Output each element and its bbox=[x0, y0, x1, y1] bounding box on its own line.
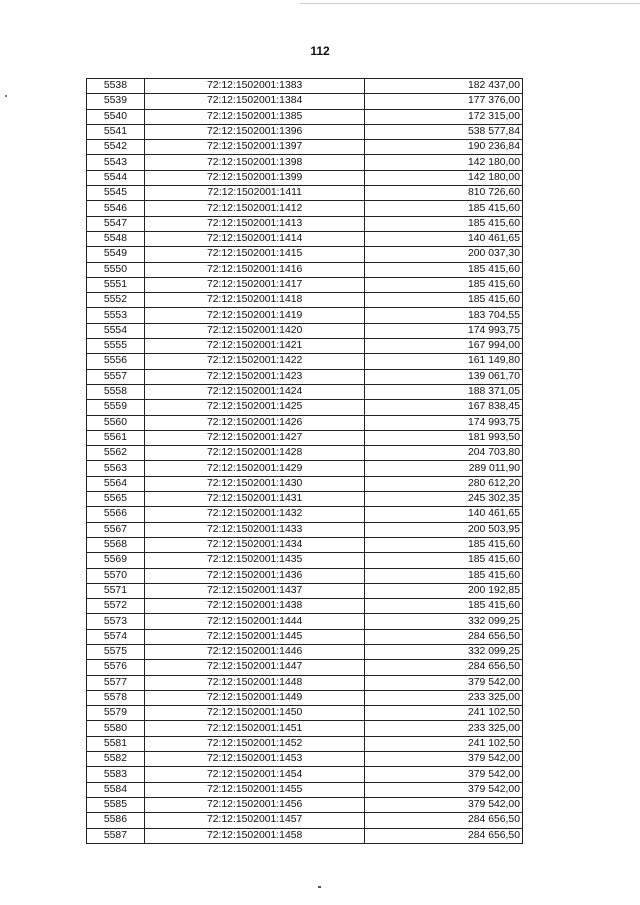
cadastral-value-cell: 284 656,50 bbox=[365, 828, 523, 843]
cadastral-number-cell: 72:12:1502001:1446 bbox=[144, 644, 365, 659]
table-row bbox=[87, 599, 523, 614]
table-row bbox=[87, 690, 523, 705]
table-row bbox=[87, 186, 523, 201]
cadastral-value-cell: 204 703,80 bbox=[365, 446, 523, 461]
cadastral-value-cell: 284 656,50 bbox=[365, 660, 523, 675]
scan-speck bbox=[318, 886, 321, 888]
row-number-cell: 5573 bbox=[87, 614, 145, 629]
table-row bbox=[87, 522, 523, 537]
cadastral-number-cell: 72:12:1502001:1384 bbox=[144, 94, 365, 109]
table-row bbox=[87, 583, 523, 598]
row-number-cell: 5558 bbox=[87, 384, 145, 399]
cadastral-value-cell: 185 415,60 bbox=[365, 293, 523, 308]
cadastral-number-cell: 72:12:1502001:1399 bbox=[144, 170, 365, 185]
cadastral-value-cell: 140 461,65 bbox=[365, 507, 523, 522]
cadastral-value-cell: 167 994,00 bbox=[365, 339, 523, 354]
cadastral-number-cell: 72:12:1502001:1429 bbox=[144, 461, 365, 476]
table-row bbox=[87, 614, 523, 629]
row-number-cell: 5577 bbox=[87, 675, 145, 690]
cadastral-value-cell: 379 542,00 bbox=[365, 752, 523, 767]
cadastral-value-cell: 280 612,20 bbox=[365, 476, 523, 491]
row-number-cell: 5572 bbox=[87, 599, 145, 614]
cadastral-value-cell: 538 577,84 bbox=[365, 124, 523, 139]
table-row bbox=[87, 568, 523, 583]
cadastral-number-cell: 72:12:1502001:1448 bbox=[144, 675, 365, 690]
row-number-cell: 5553 bbox=[87, 308, 145, 323]
cadastral-value-cell: 185 415,60 bbox=[365, 568, 523, 583]
cadastral-value-cell: 332 099,25 bbox=[365, 614, 523, 629]
cadastral-value-cell: 810 726,60 bbox=[365, 186, 523, 201]
row-number-cell: 5541 bbox=[87, 124, 145, 139]
row-number-cell: 5548 bbox=[87, 231, 145, 246]
cadastral-number-cell: 72:12:1502001:1383 bbox=[144, 79, 365, 94]
table-row bbox=[87, 247, 523, 262]
row-number-cell: 5570 bbox=[87, 568, 145, 583]
cadastral-number-cell: 72:12:1502001:1437 bbox=[144, 583, 365, 598]
row-number-cell: 5566 bbox=[87, 507, 145, 522]
table-row bbox=[87, 675, 523, 690]
cadastral-number-cell: 72:12:1502001:1447 bbox=[144, 660, 365, 675]
cadastral-number-cell: 72:12:1502001:1420 bbox=[144, 323, 365, 338]
cadastral-value-cell: 177 376,00 bbox=[365, 94, 523, 109]
cadastral-value-cell: 185 415,60 bbox=[365, 277, 523, 292]
cadastral-value-cell: 142 180,00 bbox=[365, 155, 523, 170]
cadastral-number-cell: 72:12:1502001:1413 bbox=[144, 216, 365, 231]
row-number-cell: 5578 bbox=[87, 690, 145, 705]
table-row bbox=[87, 828, 523, 843]
table-row bbox=[87, 446, 523, 461]
row-number-cell: 5575 bbox=[87, 644, 145, 659]
cadastral-number-cell: 72:12:1502001:1436 bbox=[144, 568, 365, 583]
cadastral-number-cell: 72:12:1502001:1438 bbox=[144, 599, 365, 614]
row-number-cell: 5549 bbox=[87, 247, 145, 262]
cadastral-number-cell: 72:12:1502001:1396 bbox=[144, 124, 365, 139]
table-row bbox=[87, 216, 523, 231]
row-number-cell: 5554 bbox=[87, 323, 145, 338]
cadastral-number-cell: 72:12:1502001:1422 bbox=[144, 354, 365, 369]
cadastral-number-cell: 72:12:1502001:1412 bbox=[144, 201, 365, 216]
cadastral-number-cell: 72:12:1502001:1411 bbox=[144, 186, 365, 201]
cadastral-value-cell: 185 415,60 bbox=[365, 553, 523, 568]
cadastral-number-cell: 72:12:1502001:1414 bbox=[144, 231, 365, 246]
row-number-cell: 5565 bbox=[87, 492, 145, 507]
table-row bbox=[87, 629, 523, 644]
cadastral-value-cell: 200 037,30 bbox=[365, 247, 523, 262]
cadastral-value-cell: 174 993,75 bbox=[365, 323, 523, 338]
table-row bbox=[87, 537, 523, 552]
cadastral-value-cell: 289 011,90 bbox=[365, 461, 523, 476]
cadastral-value-cell: 200 192,85 bbox=[365, 583, 523, 598]
row-number-cell: 5585 bbox=[87, 797, 145, 812]
cadastral-value-cell: 185 415,60 bbox=[365, 262, 523, 277]
row-number-cell: 5561 bbox=[87, 430, 145, 445]
cadastral-number-cell: 72:12:1502001:1419 bbox=[144, 308, 365, 323]
table-row bbox=[87, 201, 523, 216]
cadastral-value-cell: 284 656,50 bbox=[365, 813, 523, 828]
table-row bbox=[87, 660, 523, 675]
cadastral-value-cell: 185 415,60 bbox=[365, 201, 523, 216]
cadastral-number-cell: 72:12:1502001:1428 bbox=[144, 446, 365, 461]
cadastral-value-cell: 181 993,50 bbox=[365, 430, 523, 445]
cadastral-value-cell: 185 415,60 bbox=[365, 537, 523, 552]
cadastral-number-cell: 72:12:1502001:1421 bbox=[144, 339, 365, 354]
table-row bbox=[87, 797, 523, 812]
cadastral-number-cell: 72:12:1502001:1423 bbox=[144, 369, 365, 384]
row-number-cell: 5569 bbox=[87, 553, 145, 568]
cadastral-value-cell: 379 542,00 bbox=[365, 782, 523, 797]
row-number-cell: 5540 bbox=[87, 109, 145, 124]
table-row bbox=[87, 400, 523, 415]
cadastral-value-cell: 332 099,25 bbox=[365, 644, 523, 659]
cadastral-number-cell: 72:12:1502001:1444 bbox=[144, 614, 365, 629]
cadastral-value-cell: 190 236,84 bbox=[365, 140, 523, 155]
row-number-cell: 5560 bbox=[87, 415, 145, 430]
row-number-cell: 5579 bbox=[87, 706, 145, 721]
row-number-cell: 5555 bbox=[87, 339, 145, 354]
row-number-cell: 5587 bbox=[87, 828, 145, 843]
cadastral-number-cell: 72:12:1502001:1426 bbox=[144, 415, 365, 430]
cadastral-number-cell: 72:12:1502001:1435 bbox=[144, 553, 365, 568]
table-row bbox=[87, 706, 523, 721]
cadastral-value-cell: 188 371,05 bbox=[365, 384, 523, 399]
row-number-cell: 5539 bbox=[87, 94, 145, 109]
table-row bbox=[87, 94, 523, 109]
cadastral-value-cell: 174 993,75 bbox=[365, 415, 523, 430]
table-row bbox=[87, 262, 523, 277]
table-row bbox=[87, 384, 523, 399]
row-number-cell: 5559 bbox=[87, 400, 145, 415]
cadastral-number-cell: 72:12:1502001:1458 bbox=[144, 828, 365, 843]
cadastral-value-cell: 284 656,50 bbox=[365, 629, 523, 644]
cadastral-number-cell: 72:12:1502001:1418 bbox=[144, 293, 365, 308]
cadastral-number-cell: 72:12:1502001:1431 bbox=[144, 492, 365, 507]
cadastral-number-cell: 72:12:1502001:1432 bbox=[144, 507, 365, 522]
cadastral-number-cell: 72:12:1502001:1430 bbox=[144, 476, 365, 491]
row-number-cell: 5574 bbox=[87, 629, 145, 644]
cadastral-number-cell: 72:12:1502001:1385 bbox=[144, 109, 365, 124]
table-row bbox=[87, 277, 523, 292]
table-row bbox=[87, 752, 523, 767]
cadastral-value-cell: 233 325,00 bbox=[365, 690, 523, 705]
table-row bbox=[87, 782, 523, 797]
table-row bbox=[87, 170, 523, 185]
cadastral-value-cell: 245 302,35 bbox=[365, 492, 523, 507]
row-number-cell: 5544 bbox=[87, 170, 145, 185]
table-row bbox=[87, 415, 523, 430]
cadastral-number-cell: 72:12:1502001:1452 bbox=[144, 736, 365, 751]
cadastral-number-cell: 72:12:1502001:1427 bbox=[144, 430, 365, 445]
row-number-cell: 5580 bbox=[87, 721, 145, 736]
row-number-cell: 5557 bbox=[87, 369, 145, 384]
table-body bbox=[87, 79, 523, 844]
cadastral-number-cell: 72:12:1502001:1454 bbox=[144, 767, 365, 782]
table-row bbox=[87, 476, 523, 491]
row-number-cell: 5547 bbox=[87, 216, 145, 231]
cadastral-value-cell: 183 704,55 bbox=[365, 308, 523, 323]
row-number-cell: 5571 bbox=[87, 583, 145, 598]
cadastral-number-cell: 72:12:1502001:1449 bbox=[144, 690, 365, 705]
cadastral-number-cell: 72:12:1502001:1453 bbox=[144, 752, 365, 767]
table-row bbox=[87, 721, 523, 736]
cadastral-value-cell: 241 102,50 bbox=[365, 706, 523, 721]
cadastral-number-cell: 72:12:1502001:1451 bbox=[144, 721, 365, 736]
cadastral-value-cell: 172 315,00 bbox=[365, 109, 523, 124]
cadastral-number-cell: 72:12:1502001:1417 bbox=[144, 277, 365, 292]
cadastral-number-cell: 72:12:1502001:1424 bbox=[144, 384, 365, 399]
cadastral-value-cell: 161 149,80 bbox=[365, 354, 523, 369]
cadastral-value-cell: 233 325,00 bbox=[365, 721, 523, 736]
cadastral-number-cell: 72:12:1502001:1455 bbox=[144, 782, 365, 797]
row-number-cell: 5562 bbox=[87, 446, 145, 461]
page-number: 112 bbox=[310, 44, 330, 58]
table-row bbox=[87, 79, 523, 94]
cadastral-number-cell: 72:12:1502001:1457 bbox=[144, 813, 365, 828]
cadastral-number-cell: 72:12:1502001:1434 bbox=[144, 537, 365, 552]
table-row bbox=[87, 323, 523, 338]
cadastral-value-cell: 185 415,60 bbox=[365, 216, 523, 231]
row-number-cell: 5542 bbox=[87, 140, 145, 155]
table-row bbox=[87, 430, 523, 445]
row-number-cell: 5576 bbox=[87, 660, 145, 675]
cadastral-number-cell: 72:12:1502001:1445 bbox=[144, 629, 365, 644]
row-number-cell: 5584 bbox=[87, 782, 145, 797]
cadastral-value-cell: 200 503,95 bbox=[365, 522, 523, 537]
cadastral-value-cell: 182 437,00 bbox=[365, 79, 523, 94]
table-row bbox=[87, 369, 523, 384]
table-row bbox=[87, 767, 523, 782]
row-number-cell: 5543 bbox=[87, 155, 145, 170]
cadastral-value-cell: 142 180,00 bbox=[365, 170, 523, 185]
cadastral-value-cell: 140 461,65 bbox=[365, 231, 523, 246]
cadastral-number-cell: 72:12:1502001:1425 bbox=[144, 400, 365, 415]
table-row bbox=[87, 293, 523, 308]
cadastral-number-cell: 72:12:1502001:1397 bbox=[144, 140, 365, 155]
row-number-cell: 5567 bbox=[87, 522, 145, 537]
table-row bbox=[87, 736, 523, 751]
table-row bbox=[87, 507, 523, 522]
cadastral-value-cell: 379 542,00 bbox=[365, 675, 523, 690]
row-number-cell: 5568 bbox=[87, 537, 145, 552]
cadastral-value-cell: 379 542,00 bbox=[365, 797, 523, 812]
row-number-cell: 5552 bbox=[87, 293, 145, 308]
table-row bbox=[87, 339, 523, 354]
row-number-cell: 5582 bbox=[87, 752, 145, 767]
row-number-cell: 5556 bbox=[87, 354, 145, 369]
table-row bbox=[87, 140, 523, 155]
scan-speck bbox=[5, 95, 7, 97]
row-number-cell: 5586 bbox=[87, 813, 145, 828]
table-row bbox=[87, 155, 523, 170]
row-number-cell: 5545 bbox=[87, 186, 145, 201]
row-number-cell: 5546 bbox=[87, 201, 145, 216]
table-row bbox=[87, 492, 523, 507]
row-number-cell: 5563 bbox=[87, 461, 145, 476]
table-row bbox=[87, 231, 523, 246]
cadastral-value-cell: 139 061,70 bbox=[365, 369, 523, 384]
table-row bbox=[87, 813, 523, 828]
cadastral-number-cell: 72:12:1502001:1450 bbox=[144, 706, 365, 721]
row-number-cell: 5581 bbox=[87, 736, 145, 751]
cadastral-number-cell: 72:12:1502001:1415 bbox=[144, 247, 365, 262]
cadastral-value-cell: 185 415,60 bbox=[365, 599, 523, 614]
cadastral-value-cell: 379 542,00 bbox=[365, 767, 523, 782]
scan-edge-line bbox=[300, 3, 640, 4]
cadastral-value-cell: 167 838,45 bbox=[365, 400, 523, 415]
cadastral-number-cell: 72:12:1502001:1398 bbox=[144, 155, 365, 170]
cadastral-value-table bbox=[86, 78, 523, 844]
row-number-cell: 5550 bbox=[87, 262, 145, 277]
row-number-cell: 5583 bbox=[87, 767, 145, 782]
table-row bbox=[87, 553, 523, 568]
row-number-cell: 5538 bbox=[87, 79, 145, 94]
table-row bbox=[87, 308, 523, 323]
table-row bbox=[87, 461, 523, 476]
cadastral-value-cell: 241 102,50 bbox=[365, 736, 523, 751]
table-row bbox=[87, 109, 523, 124]
table-row bbox=[87, 354, 523, 369]
row-number-cell: 5564 bbox=[87, 476, 145, 491]
row-number-cell: 5551 bbox=[87, 277, 145, 292]
cadastral-number-cell: 72:12:1502001:1416 bbox=[144, 262, 365, 277]
cadastral-number-cell: 72:12:1502001:1433 bbox=[144, 522, 365, 537]
table-row bbox=[87, 644, 523, 659]
cadastral-number-cell: 72:12:1502001:1456 bbox=[144, 797, 365, 812]
table-row bbox=[87, 124, 523, 139]
